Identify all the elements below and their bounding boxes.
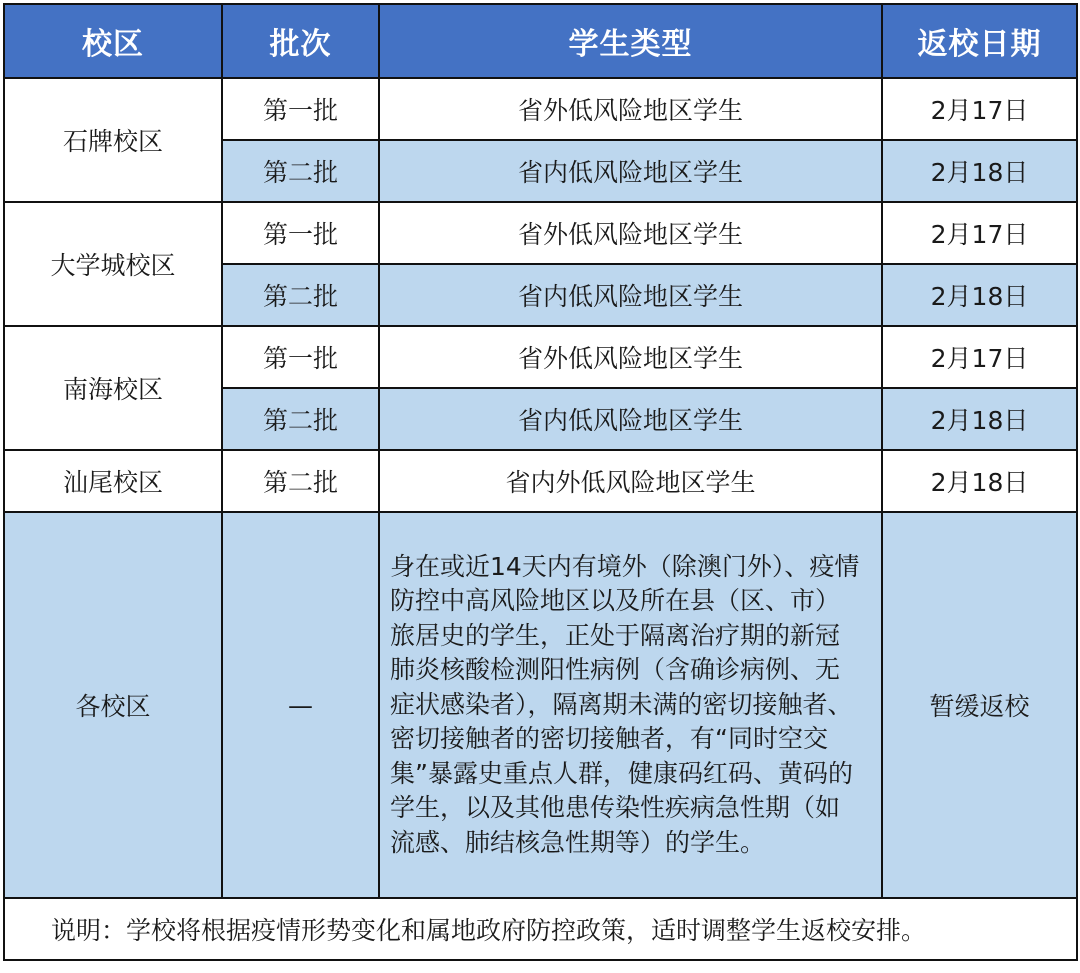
batch-cell: 第二批 xyxy=(222,388,379,450)
student-type-cell: 省内外低风险地区学生 xyxy=(379,450,882,512)
date-cell: 2月18日 xyxy=(882,388,1077,450)
table-row xyxy=(4,450,1077,512)
header-row xyxy=(4,4,1077,78)
campus-cell: 南海校区 xyxy=(4,326,222,450)
batch-cell: — xyxy=(222,512,379,898)
header-batch: 批次 xyxy=(222,4,379,78)
student-type-cell: 省内低风险地区学生 xyxy=(379,388,882,450)
student-type-cell: 省外低风险地区学生 xyxy=(379,326,882,388)
date-cell: 2月18日 xyxy=(882,450,1077,512)
batch-cell: 第一批 xyxy=(222,326,379,388)
header-student-type: 学生类型 xyxy=(379,4,882,78)
header-campus: 校区 xyxy=(4,4,222,78)
header-return-date: 返校日期 xyxy=(882,4,1077,78)
date-cell: 暂缓返校 xyxy=(882,512,1077,898)
date-cell: 2月17日 xyxy=(882,78,1077,140)
return-schedule-table-container xyxy=(3,3,1076,961)
student-type-cell: 省外低风险地区学生 xyxy=(379,202,882,264)
table-row-deferred xyxy=(4,512,1077,898)
table-row xyxy=(4,78,1077,140)
table-row xyxy=(4,202,1077,264)
student-type-cell: 省内低风险地区学生 xyxy=(379,264,882,326)
campus-cell: 各校区 xyxy=(4,512,222,898)
student-type-cell: 省内低风险地区学生 xyxy=(379,140,882,202)
campus-cell: 石牌校区 xyxy=(4,78,222,202)
campus-cell: 大学城校区 xyxy=(4,202,222,326)
student-type-cell: 省外低风险地区学生 xyxy=(379,78,882,140)
return-schedule-table xyxy=(3,3,1078,961)
campus-cell: 汕尾校区 xyxy=(4,450,222,512)
date-cell: 2月18日 xyxy=(882,140,1077,202)
batch-cell: 第二批 xyxy=(222,450,379,512)
note-text: 说明：学校将根据疫情形势变化和属地政府防控政策，适时调整学生返校安排。 xyxy=(4,898,1077,960)
batch-cell: 第一批 xyxy=(222,202,379,264)
date-cell: 2月17日 xyxy=(882,202,1077,264)
date-cell: 2月17日 xyxy=(882,326,1077,388)
date-cell: 2月18日 xyxy=(882,264,1077,326)
batch-cell: 第二批 xyxy=(222,264,379,326)
table-row xyxy=(4,326,1077,388)
note-row xyxy=(4,898,1077,960)
batch-cell: 第二批 xyxy=(222,140,379,202)
batch-cell: 第一批 xyxy=(222,78,379,140)
student-type-cell-long: 身在或近14天内有境外（除澳门外）、疫情防控中高风险地区以及所在县（区、市）旅居史的学生，正处于隔离治疗期的新冠肺炎核酸检测阳性病例（含确诊病例、无症状感染者），隔离期未满的密切接触者、密切接触者的密切接触者，有“同时空交集”暴露史重点人群，健康码红码、黄码的学生，以及其他患传染性疾病急性期（如流感、肺结核急性期等）的学生。 xyxy=(379,512,882,898)
